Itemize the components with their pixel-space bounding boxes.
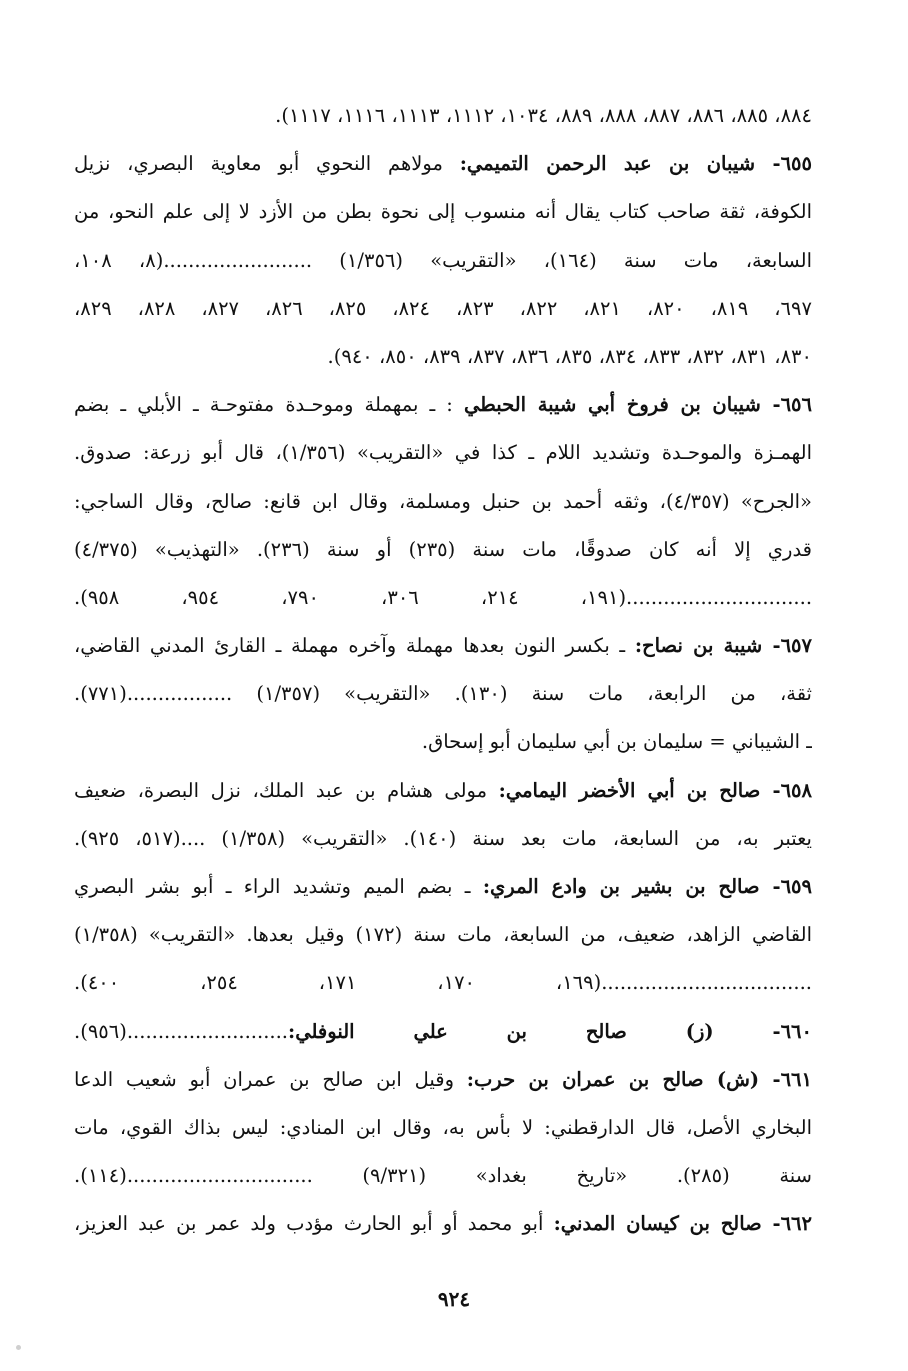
entry-text: ..............................(١٩١، ٢١٤، ٣٠٦، ٧٩٠، ٩٥٤، ٩٥٨).: [74, 585, 812, 609]
text-line: [74, 1152, 812, 1200]
text-line: [74, 526, 812, 574]
entry-text: الكوفة، ثقة صاحب كتاب يقال أنه منسوب إلى نحوة بطن من الأزد لا إلى علم النحو، من: [74, 200, 812, 224]
text-line: [74, 622, 812, 670]
text-line: [74, 718, 812, 766]
text-line: [74, 767, 812, 815]
entry-heading: ٦٥٥- شيبان بن عبد الرحمن التميمي:: [459, 152, 812, 176]
text-line: [74, 670, 812, 718]
entry-text: ـ بضم الميم وتشديد الراء ـ أبو بشر البصري: [74, 875, 483, 898]
page-body-text: [74, 92, 812, 1249]
entry-heading: ٦٦١- (ش) صالح بن عمران بن حرب:: [466, 1067, 812, 1091]
entry-text: ٨٨٤، ٨٨٥، ٨٨٦، ٨٨٧، ٨٨٨، ٨٨٩، ١٠٣٤، ١١١٢، ١١١٣، ١١١٦، ١١١٧).: [275, 104, 812, 127]
entry-text: وقيل ابن صالح بن عمران أبو شعيب الدعا: [74, 1067, 467, 1091]
text-line: [74, 140, 812, 188]
entry-heading: ٦٦٢- صالح بن كيسان المدني:: [553, 1212, 812, 1236]
entry-text: ٨٣٠، ٨٣١، ٨٣٢، ٨٣٣، ٨٣٤، ٨٣٥، ٨٣٦، ٨٣٧، ٨٣٩، ٨٥٠، ٩٤٠).: [327, 344, 812, 368]
entry-text: البخاري الأصل، قال الدارقطني: لا بأس به، وقال ابن المنادي: ليس بذاك القوي، مات: [74, 1115, 812, 1139]
text-line: [74, 285, 812, 333]
entry-heading: ٦٥٨- صالح بن أبي الأخضر اليمامي:: [498, 778, 812, 802]
entry-text: قدري إلا أنه كان صدوقًا، مات سنة (٢٣٥) أو سنة (٢٣٦). «التهذيب» (٤/٣٧٥): [74, 537, 812, 561]
text-line: [74, 911, 812, 959]
text-line: [74, 333, 812, 381]
entry-text: الهمـزة والموحـدة وتشديد اللام ـ كذا في «التقريب» (١/٣٥٦)، قال أبو زرعة: صدوق.: [74, 441, 812, 465]
text-line: [74, 1104, 812, 1152]
entry-heading: ٦٥٧- شيبة بن نصاح:: [634, 634, 812, 658]
entry-heading: ٦٥٩- صالح بن بشير بن وادع المري:: [482, 875, 812, 898]
entry-text: ـ بكسر النون بعدها مهملة وآخره مهملة ـ القارئ المدني القاضي،: [74, 634, 635, 658]
text-line: [74, 429, 812, 477]
entry-text: ..........................(٩٥٦).: [74, 1019, 289, 1043]
text-line: [74, 1008, 812, 1056]
entry-text: «الجرح» (٤/٣٥٧)، وثقه أحمد بن حنبل ومسلمة، وقال ابن قانع: صالح، وقال الساجي:: [74, 489, 812, 513]
text-line: [74, 478, 812, 526]
entry-text: أبو محمد أو أبو الحارث مؤدب ولد عمر بن عبد العزيز،: [74, 1212, 554, 1236]
entry-text: : ـ بمهملة وموحـدة مفتوحـة ـ الأبلي ـ بضم: [74, 393, 464, 417]
entry-text: ..................................(١٦٩، ١٧٠، ١٧١، ٢٥٤، ٤٠٠).: [74, 971, 812, 995]
entry-text: يعتبر به، من السابعة، مات بعد سنة (١٤٠). «التقريب» (١/٣٥٨) ....(٥١٧، ٩٢٥).: [74, 826, 812, 850]
entry-text: القاضي الزاهد، ضعيف، من السابعة، مات سنة (١٧٢) وقيل بعدها. «التقريب» (١/٣٥٨): [74, 923, 812, 947]
entry-heading: ٦٦٠- (ز) صالح بن علي النوفلي:: [288, 1019, 812, 1043]
entry-text: سنة (٢٨٥). «تاريخ بغداد» (٩/٣٢١) ..............................(١١٤).: [74, 1164, 812, 1188]
entry-text: مولاهم النحوي أبو معاوية البصري، نزيل: [74, 152, 460, 176]
entry-text: ـ الشيباني = سليمان بن أبي سليمان أبو إسحاق.: [421, 730, 812, 754]
entry-text: ثقة، من الرابعة، مات سنة (١٣٠). «التقريب» (١/٣٥٧) .................(٧٧١).: [74, 682, 812, 706]
text-line: [74, 92, 812, 140]
text-line: [74, 1200, 812, 1248]
entry-text: ٦٩٧، ٨١٩، ٨٢٠، ٨٢١، ٨٢٢، ٨٢٣، ٨٢٤، ٨٢٥، ٨٢٦، ٨٢٧، ٨٢٨، ٨٢٩،: [74, 296, 812, 320]
entry-text: السابعة، مات سنة (١٦٤)، «التقريب» (١/٣٥٦) ........................(٨، ١٠٨،: [74, 248, 812, 272]
text-line: [74, 574, 812, 622]
entry-text: مولى هشام بن عبد الملك، نزل البصرة، ضعيف: [74, 778, 499, 802]
page-number: ٩٢٤: [437, 1287, 471, 1311]
text-line: [74, 959, 812, 1007]
entry-heading: ٦٥٦- شيبان بن فروخ أبي شيبة الحبطي: [463, 393, 812, 417]
margin-scan-mark: [16, 1345, 21, 1350]
text-line: [74, 188, 812, 236]
text-line: [74, 237, 812, 285]
text-line: [74, 863, 812, 911]
text-line: [74, 381, 812, 429]
text-line: [74, 815, 812, 863]
text-line: [74, 1056, 812, 1104]
